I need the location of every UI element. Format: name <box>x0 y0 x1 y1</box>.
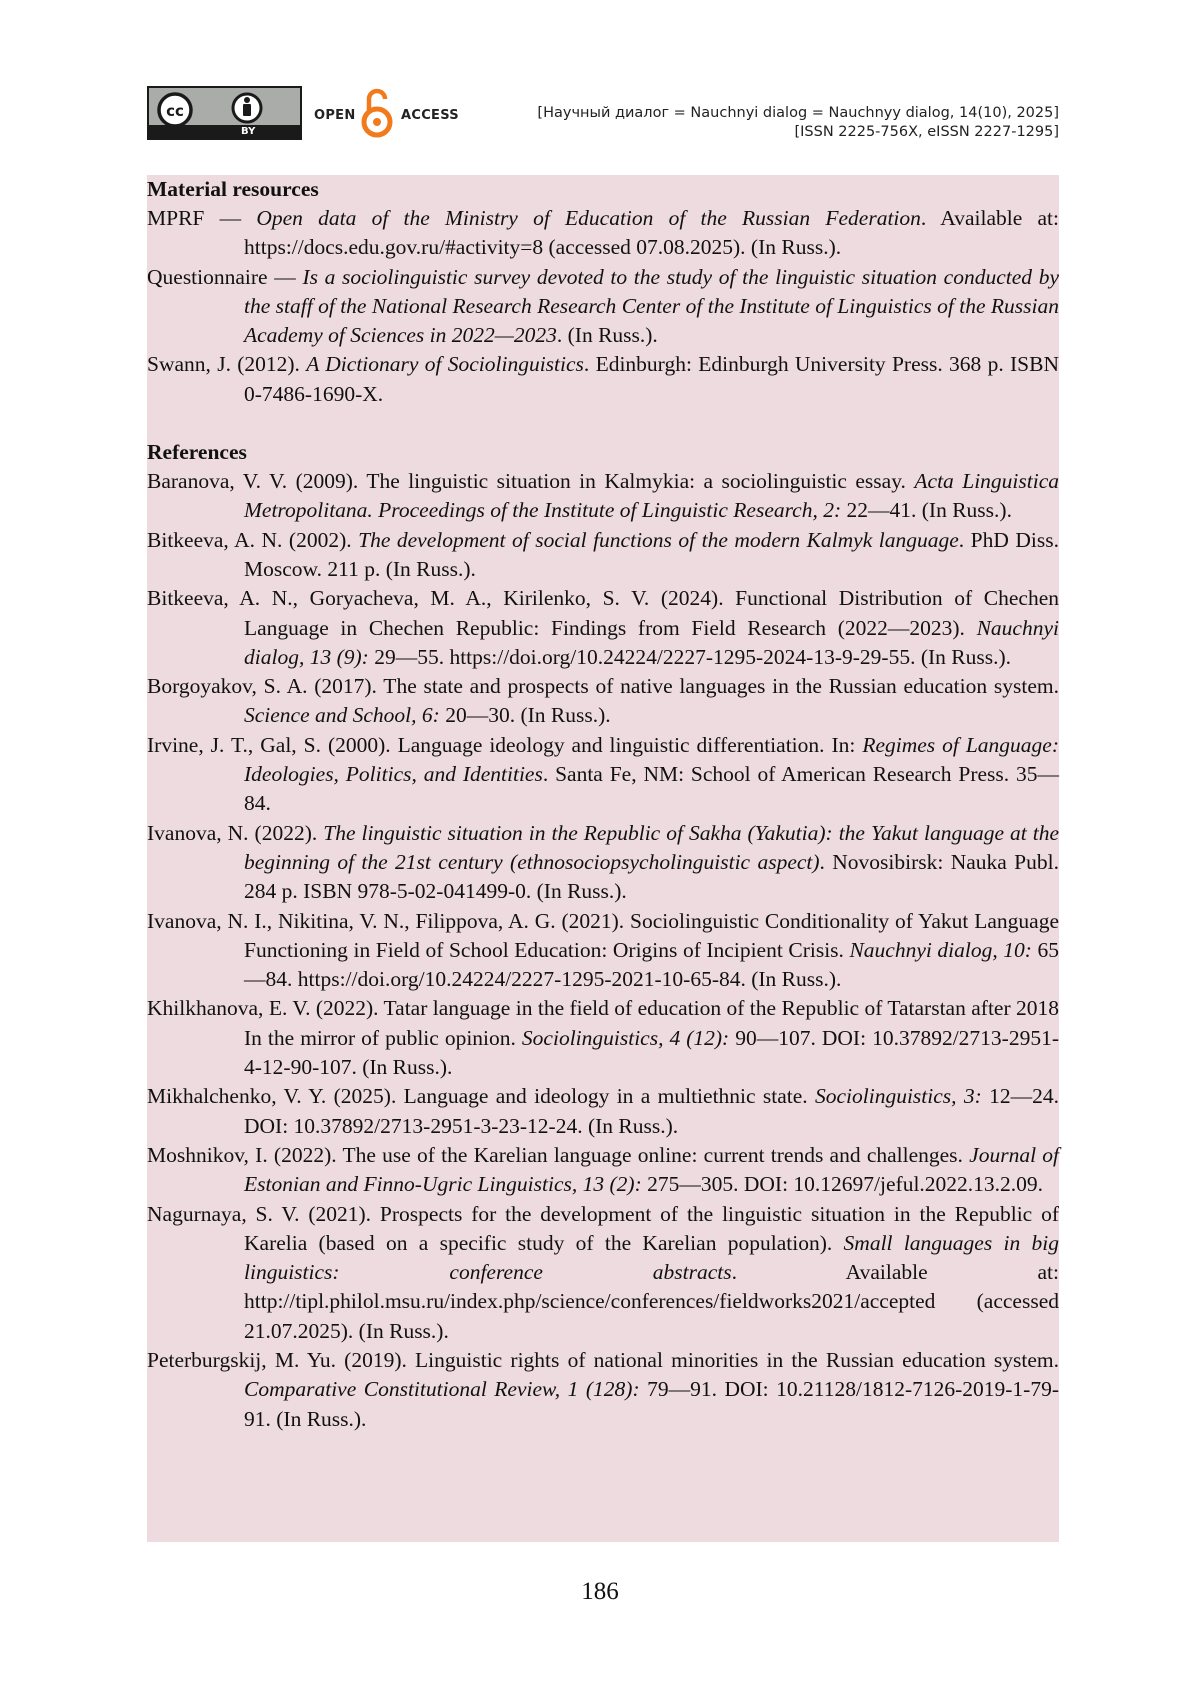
reference-entry: Bitkeeva, A. N., Goryacheva, M. A., Kirilenko, S. V. (2024). Functional Distribution of Chechen Language in Chechen Republic: Findings from Field Research (2022—2023). Nauchnyi dialog, 13 (9): 29—55. https://doi.org/10.24224/2227-1295-2024-13-9-29-55. (In Russ.). <box>147 586 1059 669</box>
svg-text:cc: cc <box>166 102 184 120</box>
reference-entry: Bitkeeva, A. N. (2002). The development of social functions of the modern Kalmyk language. PhD Diss. Moscow. 211 p. (In Russ.). <box>147 527 1059 581</box>
page-number: 186 <box>581 1578 619 1605</box>
reference-entry: Baranova, V. V. (2009). The linguistic situation in Kalmykia: a sociolinguistic essay. Acta Linguistica Metropolitana. Proceedings of the Institute of Linguistic Research, 2: 22—41. (In Russ.). <box>147 469 1059 523</box>
reference-entry: Mikhalchenko, V. Y. (2025). Language and ideology in a multiethnic state. Sociolinguistics, 3: 12—24. DOI: 10.37892/2713-2951-3-23-12-24. (In Russ.). <box>147 1084 1059 1138</box>
section-title: Material resources <box>147 177 319 201</box>
journal-citation: [Научный диалог = Nauchnyi dialog = Nauchnyy dialog, 14(10), 2025] [ISSN 2225-756X, eISSN 2227-1295] <box>537 105 1059 140</box>
page-header <box>147 86 1059 144</box>
reference-entry: Nagurnaya, S. V. (2021). Prospects for the development of the linguistic situation in the Republic of Karelia (based on a specific study of the Karelian population). Small languages in big linguistics: conference abstracts. Available at: http://tipl.philol.msu.ru/index.php/science/conferences/fieldworks2021/accepted (accessed 21.07.2025). (In Russ.). <box>147 1201 1059 1343</box>
open-access-logo: OPEN ACCESS <box>314 86 474 140</box>
reference-entry: MPRF — Open data of the Ministry of Education of the Russian Federation. Available at: https://docs.edu.gov.ru/#activity=8 (accessed 07.08.2025). (In Russ.). <box>147 206 1059 260</box>
section-title: References <box>147 440 247 465</box>
references-list <box>147 467 1059 1434</box>
references-section <box>147 175 1059 1542</box>
reference-entry: Swann, J. (2012). A Dictionary of Sociolinguistics. Edinburgh: Edinburgh University Press. 368 p. ISBN 0-7486-1690-X. <box>147 352 1059 406</box>
reference-entry: Peterburgskij, M. Yu. (2019). Linguistic rights of national minorities in the Russian education system. Comparative Constitutional Review, 1 (128): 79—91. DOI: 10.21128/1812-7126-2019-1-79-91. (In Russ.). <box>147 1347 1059 1431</box>
reference-entry: Moshnikov, I. (2022). The use of the Karelian language online: current trends and challenges. Journal of Estonian and Finno-Ugric Linguistics, 13 (2): 275—305. DOI: 10.12697/jeful.2022.13.2.09. <box>147 1142 1060 1197</box>
reference-entry: Questionnaire — Is a sociolinguistic survey devoted to the study of the linguistic situation conducted by the staff of the National Research Research Center of the Institute of Linguistics of the Russian Academy of Sciences in 2022—2023. (In Russ.). <box>147 264 1059 348</box>
material-resources-list <box>147 204 1059 409</box>
cc-by-license-badge: cc BY <box>147 86 302 140</box>
reference-entry: Ivanova, N. (2022). The linguistic situation in the Republic of Sakha (Yakutia): the Yakut language at the beginning of the 21st century (ethnosociopsycholinguistic aspect). Novosibirsk: Nauka Publ. 284 p. ISBN 978-5-02-041499-0. (In Russ.). <box>147 820 1059 904</box>
reference-entry: Ivanova, N. I., Nikitina, V. N., Filippova, A. G. (2021). Sociolinguistic Conditionality of Yakut Language Functioning in Field of School Education: Origins of Incipient Crisis. Nauchnyi dialog, 10: 65—84. https://doi.org/10.24224/2227-1295-2021-10-65-84. (In Russ.). <box>147 908 1059 992</box>
reference-entry: Borgoyakov, S. A. (2017). The state and prospects of native languages in the Russian education system. Science and School, 6: 20—30. (In Russ.). <box>147 674 1059 728</box>
open-lock-icon <box>361 86 401 140</box>
reference-entry: Irvine, J. T., Gal, S. (2000). Language ideology and linguistic differentiation. In: Regimes of Language: Ideologies, Politics, and Identities. Santa Fe, NM: School of American Research Press. 35—84. <box>147 732 1059 816</box>
reference-entry: Khilkhanova, E. V. (2022). Tatar language in the field of education of the Republic of Tatarstan after 2018 In the mirror of public opinion. Sociolinguistics, 4 (12): 90—107. DOI: 10.37892/2713-2951-4-12-90-107. (In Russ.). <box>147 996 1059 1080</box>
